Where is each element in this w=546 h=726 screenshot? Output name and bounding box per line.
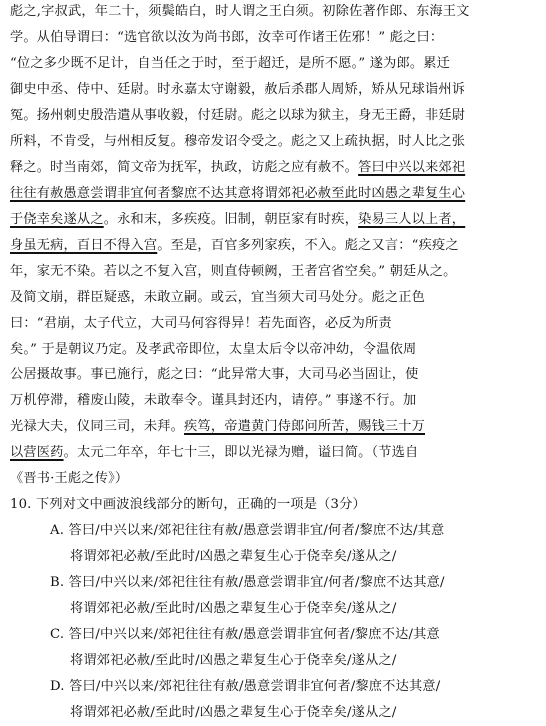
- option-d-line2: 将谓郊祀必赦/至此时/凶愚之辈复生心于侥幸矣/遂从之/: [70, 705, 397, 720]
- option-d-line1: D. 答曰/中兴以来/郊祀往往有赦/愚意尝谓非宜何者/黎庶不达其意/: [50, 679, 441, 695]
- option-b[interactable]: [50, 574, 445, 592]
- option-a-line1: A. 答曰/中兴以来/郊祀往往有赦/愚意尝谓非宜/何者/黎庶不达/其意: [50, 523, 445, 539]
- passage-text: 。太元二年卒，年七十三，即以光禄为赠，谥曰简。（节选自: [63, 445, 419, 461]
- underlined-text: 身虽无病，百日不得入宫: [10, 237, 158, 253]
- passage-text: 。至是，百官多列家疾，不入。彪之又言：“疾疫之: [157, 237, 459, 253]
- passage-text: 矣。” 于是朝议乃定。及孝武帝即位，太皇太后令以帝冲幼，令温依周: [10, 341, 417, 357]
- underlined-text: 答曰中兴以来郊祀: [358, 159, 466, 175]
- underlined-text: 染易三人以上者，: [358, 211, 466, 227]
- option-b-continuation: [70, 600, 396, 618]
- option-c[interactable]: [50, 626, 440, 644]
- passage-line: [10, 315, 392, 333]
- passage-line: [10, 444, 418, 462]
- passage-text: 冤。扬州刺史殷浩遣从事收毅，付廷尉。彪之以球为狱主，身无王爵，非廷尉: [10, 107, 466, 123]
- passage-line: [10, 263, 457, 281]
- question-title: [10, 496, 366, 514]
- passage-line: [10, 29, 443, 47]
- passage-text: 学。从伯导谓曰：“选官欲以汝为尚书郎，汝幸可作诸王佐邪！” 彪之曰：: [10, 29, 444, 45]
- passage-line: [10, 185, 465, 203]
- passage-text: 彪之,字叔武，年二十，须鬓皓白，时人谓之王白须。初除佐著作郎、东海王文: [10, 4, 470, 19]
- option-d[interactable]: [50, 678, 440, 696]
- passage-text: 公居摄故事。事已施行，彪之曰：“此异常大事，大司马必当固让，使: [10, 367, 419, 383]
- passage-line: [10, 3, 470, 21]
- option-b-line1: B. 答曰/中兴以来/郊祀往往有赦/愚意尝谓非宜/何者/黎庶不达其意/: [50, 575, 445, 591]
- passage-text: 《晋书·王彪之传》）: [10, 471, 129, 487]
- passage-line: [10, 237, 459, 255]
- passage-line: [10, 470, 128, 488]
- underlined-text: 往往有赦愚意尝谓非宜何者黎庶不达其意将谓郊祀必赦至此时凶愚之辈复生心: [10, 185, 466, 201]
- passage-text: 御史中丞、侍中、廷尉。时永嘉太守谢毅，赦后杀郡人周矫，矫从兄球诣州诉: [10, 81, 466, 97]
- passage-line: [10, 211, 465, 229]
- option-a-line2: 将谓郊祀必赦/至此时/凶愚之辈复生心于侥幸矣/遂从之/: [70, 549, 397, 565]
- passage-text: 年，家无不染。若以之不复入宫，则直侍顿阙，王者宫省空矣。” 朝廷从之。: [10, 263, 457, 279]
- passage-line: [10, 133, 465, 151]
- passage-line: [10, 341, 416, 359]
- passage-text: 。永和末，多疾疫。旧制，朝臣家有时疾，: [103, 211, 359, 227]
- option-d-continuation: [70, 704, 396, 722]
- passage-text: 所料，不肯受，与州相反复。穆帝发诏令受之。彪之又上疏执据，时人比之张: [10, 133, 466, 149]
- passage-line: [10, 55, 450, 73]
- passage-line: [10, 107, 465, 125]
- passage-text: 万机停滞，稽废山陵，未敢奉令。谨具封还内，请停。” 事遂不行。加: [10, 393, 417, 409]
- option-c-line2: 将谓郊祀必赦/至此时/凶愚之辈复生心于侥幸矣/遂从之/: [70, 653, 397, 669]
- underlined-text: 以营医药: [10, 445, 64, 461]
- passage-text: 光禄大夫，仪同三司，未拜。: [10, 419, 185, 435]
- passage-line: [10, 159, 465, 177]
- passage-text: 及简文崩，群臣疑惑，未敢立嗣。或云，宜当须大司马处分。彪之正色: [10, 289, 426, 305]
- passage-line: [10, 392, 416, 410]
- option-a[interactable]: [50, 522, 444, 540]
- passage-line: [10, 366, 419, 384]
- question-title-text: 10. 下列对文中画波浪线部分的断句，正确的一项是（3分）: [10, 497, 366, 513]
- passage-text: “位之多少既不足计，自当任之于时，至于超迁，是所不愿。” 遂为郎。累迁: [10, 55, 451, 71]
- passage-line: [10, 418, 425, 436]
- option-a-continuation: [70, 548, 396, 566]
- option-b-line2: 将谓郊祀必赦/至此时/凶愚之辈复生心于侥幸矣/遂从之/: [70, 601, 397, 617]
- passage-text: 释之。时当南郊，简文帝为抚军，执政，访彪之应有赦不。: [10, 159, 359, 175]
- passage-line: [10, 289, 425, 307]
- option-c-continuation: [70, 652, 396, 670]
- underlined-text: 于侥幸矣遂从之: [10, 211, 104, 227]
- option-c-line1: C. 答曰/中兴以来/郊祀往往有赦/愚意尝谓非宜何者/黎庶不达/其意: [50, 627, 440, 643]
- passage-line: [10, 81, 465, 99]
- passage-text: 曰：“君崩，太子代立，大司马何容得异！若先面咨，必反为所责: [10, 315, 392, 331]
- underlined-text: 疾笃，帝遣黄门侍郎问所苦，赐钱三十万: [184, 419, 426, 435]
